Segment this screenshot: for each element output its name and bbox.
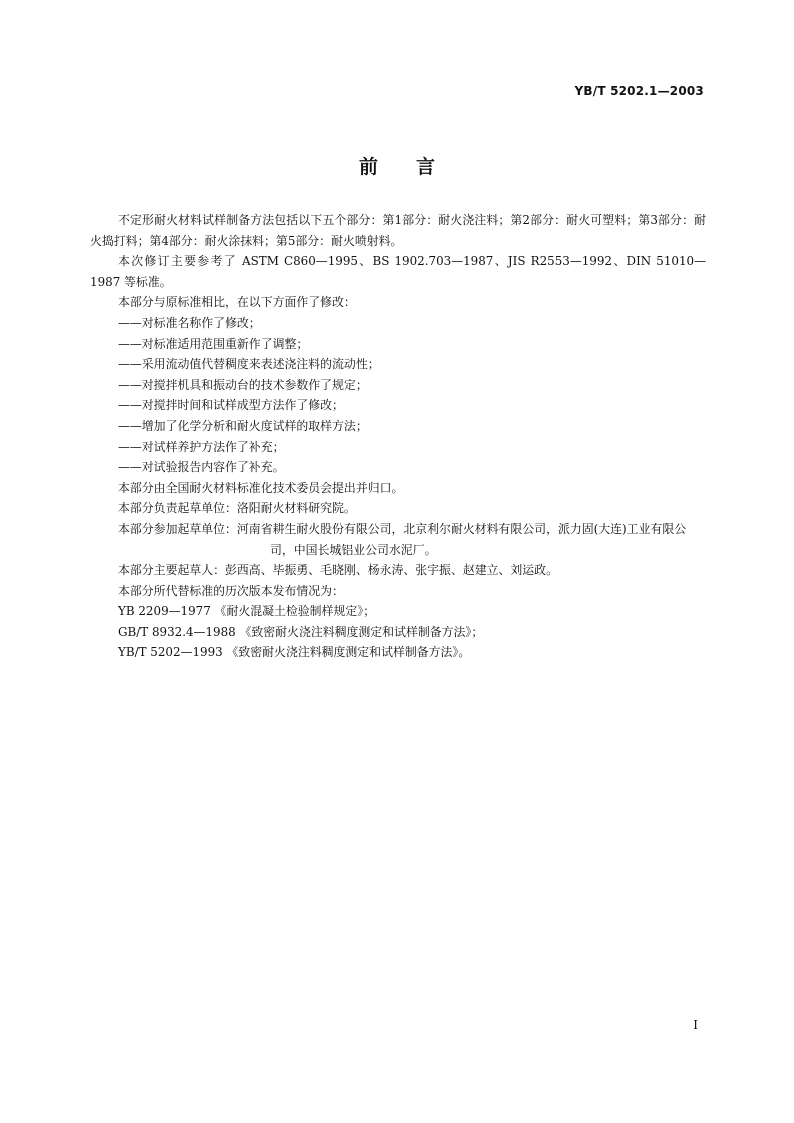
list-item: ——对标准适用范围重新作了调整； [118,336,309,351]
drafting-unit-statement: 本部分负责起草单位：洛阳耐火材料研究院。 [118,501,356,516]
paragraph-changes-intro: 本部分与原标准相比，在以下方面作了修改： [118,295,356,310]
list-item: ——增加了化学分析和耐火度试样的取样方法； [118,418,368,433]
history-list [90,601,706,663]
paragraph-references: 本次修订主要参考了 ASTM C860—1995、BS 1902.703—1987、JIS R2553—1992、DIN 51010—1987 等标准。 [90,254,706,289]
changes-list [90,313,706,478]
standard-code: YB/T 5202.1—2003 [574,84,704,98]
page-title: 前言 [358,156,473,178]
history-intro: 本部分所代替标准的历次版本发布情况为： [118,583,344,598]
list-item: ——对标准名称作了修改； [118,315,261,330]
drafters-statement: 本部分主要起草人：彭西高、毕振勇、毛晓刚、杨永涛、张宇振、赵建立、刘运政。 [118,563,558,578]
history-item: YB/T 5202—1993 《致密耐火浇注料稠度测定和试样制备方法》。 [118,645,471,660]
list-item: ——对搅拌时间和试样成型方法作了修改； [118,398,344,413]
paragraph-parts: 不定形耐火材料试样制备方法包括以下五个部分：第1部分：耐火浇注料；第2部分：耐火可塑料；第3部分：耐火捣打料；第4部分：耐火涂抹料；第5部分：耐火喷射料。 [90,213,706,248]
list-item: ——对搅拌机具和振动台的技术参数作了规定； [118,377,368,392]
participating-units-statement: 本部分参加起草单位：河南省耕生耐火股份有限公司，北京利尔耐火材料有限公司，派力固(大连)工业有限公司，中国长城铝业公司水泥厂。 [118,521,687,557]
page-number: I [693,1018,698,1032]
history-item: GB/T 8932.4—1988 《致密耐火浇注料稠度测定和试样制备方法》； [118,624,484,639]
list-item: ——采用流动值代替稠度来表述浇注料的流动性； [118,357,380,372]
foreword-body [90,210,706,663]
proposer-statement: 本部分由全国耐火材料标准化技术委员会提出并归口。 [118,480,404,495]
list-item: ——对试验报告内容作了补充。 [118,460,285,475]
list-item: ——对试样养护方法作了补充； [118,439,285,454]
history-item: YB 2209—1977 《耐火混凝土检验制样规定》； [118,604,376,619]
